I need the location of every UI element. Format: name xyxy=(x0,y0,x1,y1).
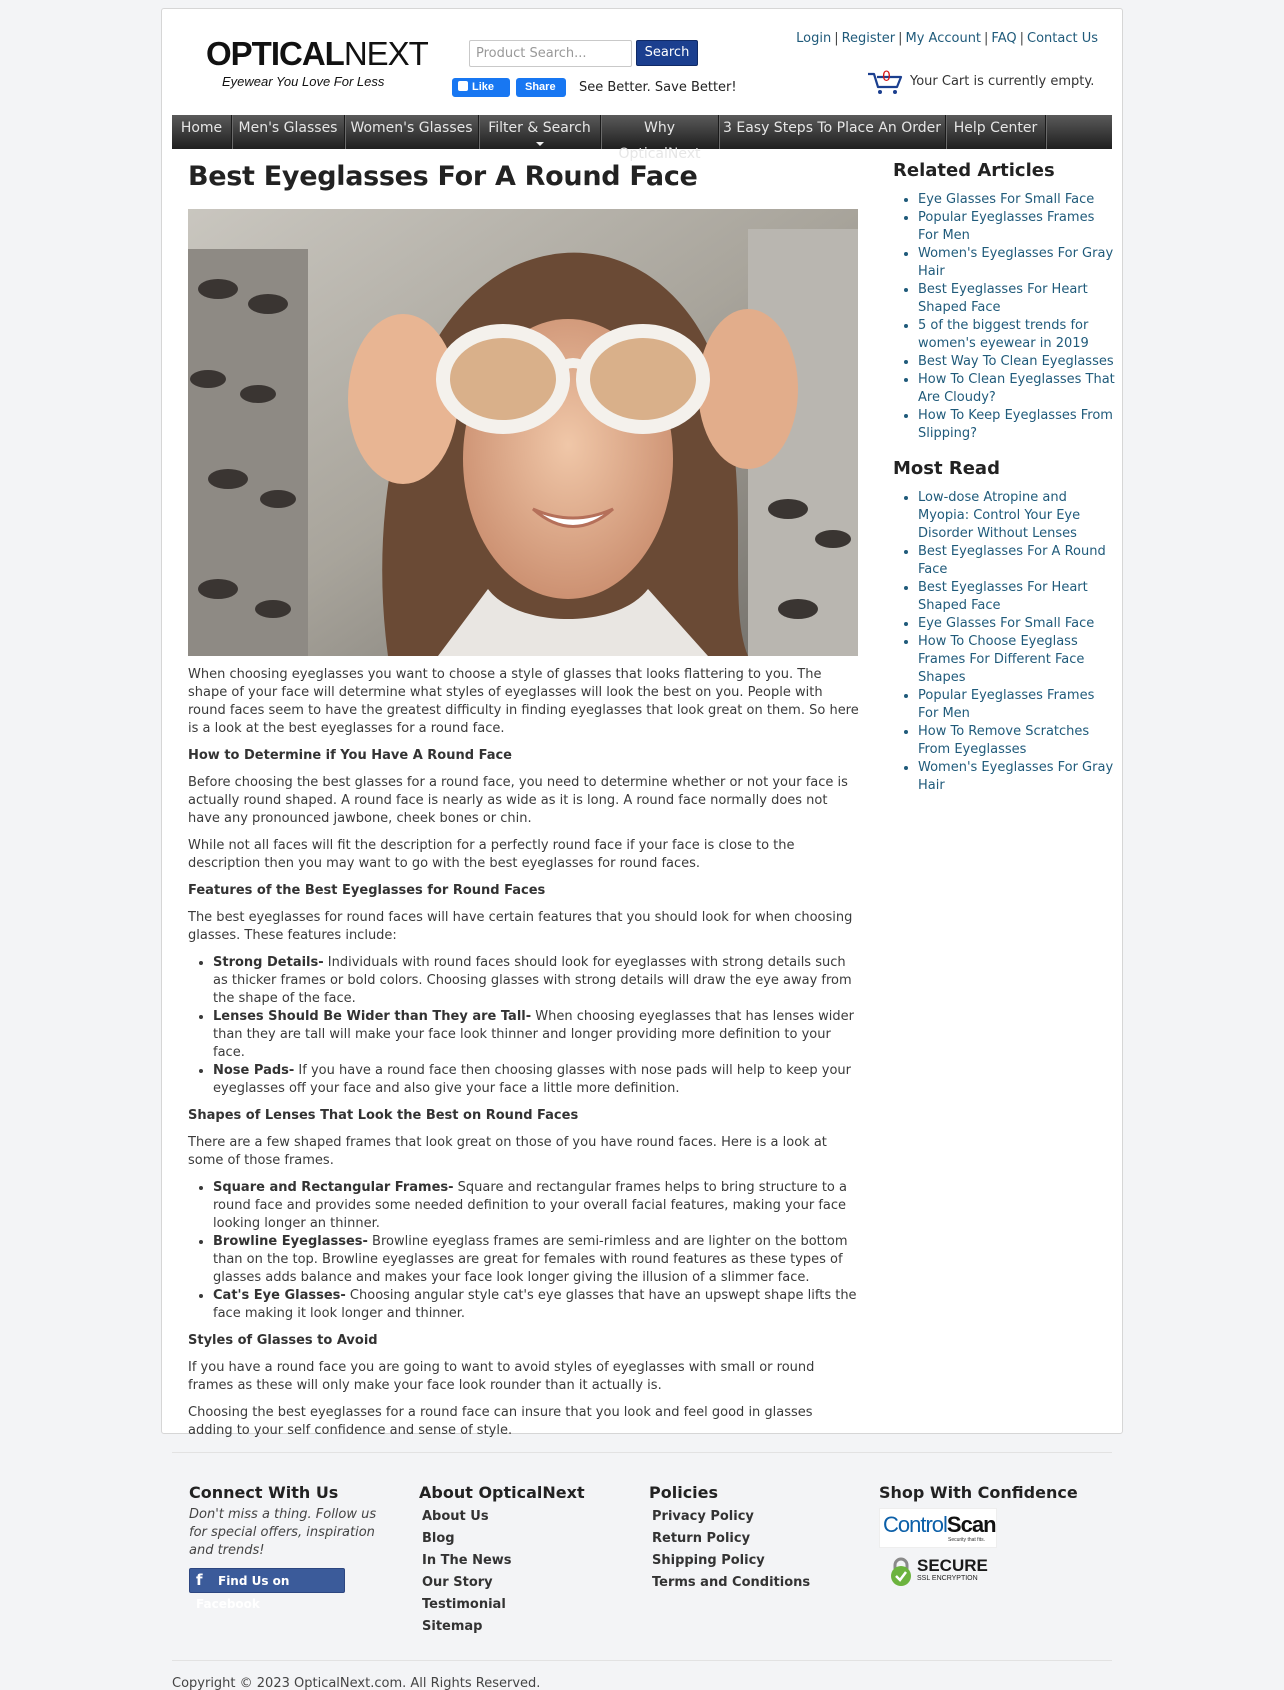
article-intro: When choosing eyeglasses you want to choose a style of glasses that looks flattering to you. The shape of your face will determine what styles of eyeglasses will look the best on you. People with round faces seem to have the greatest difficulty in finding eyeglasses that look great on them. So here is a look at the best eyeglasses for a round face. xyxy=(188,667,859,736)
heading-avoid: Styles of Glasses to Avoid xyxy=(188,1333,378,1348)
thumbs-up-icon xyxy=(458,81,468,91)
article-body xyxy=(188,666,860,1449)
article xyxy=(188,159,859,1438)
most-read-link[interactable]: How To Choose Eyeglass Frames For Different Face Shapes xyxy=(918,634,1085,685)
related-article-link[interactable]: Women's Eyeglasses For Gray Hair xyxy=(918,246,1114,279)
list-item xyxy=(918,723,1118,759)
facebook-like-button[interactable]: Like xyxy=(452,78,510,97)
related-article-link[interactable]: Best Way To Clean Eyeglasses xyxy=(918,354,1114,369)
footer-link-about-us[interactable]: About Us xyxy=(422,1509,489,1524)
related-article-link[interactable]: Eye Glasses For Small Face xyxy=(918,192,1095,207)
footer-divider xyxy=(172,1660,1112,1661)
list-item xyxy=(918,281,1118,317)
nav-help-center[interactable]: Help Center xyxy=(946,115,1046,149)
cart-count[interactable]: 0 xyxy=(882,69,891,85)
paragraph: If you have a round face you are going to want to avoid styles of eyeglasses with small or round frames as these will only make your face look rounder than it actually is. xyxy=(188,1360,815,1393)
related-article-link[interactable]: Best Eyeglasses For Heart Shaped Face xyxy=(918,282,1088,315)
list-item: • Nose Pads- If you have a round face then choosing glasses with nose pads will help to keep your eyeglasses off your face and also give your face a little more definition. xyxy=(213,1062,860,1098)
search-button[interactable]: Search xyxy=(636,40,698,66)
nav-home[interactable]: Home xyxy=(172,115,232,149)
article-hero-image xyxy=(188,209,858,656)
nav-mens-glasses[interactable]: Men's Glasses xyxy=(232,115,345,149)
page-container xyxy=(161,8,1123,1438)
nav-filter-search[interactable]: Filter & Search xyxy=(479,115,601,149)
list-item xyxy=(918,245,1118,281)
footer-heading: Shop With Confidence xyxy=(879,1483,1078,1502)
login-link[interactable]: Login xyxy=(796,31,832,46)
list-item xyxy=(918,633,1118,687)
paragraph: There are a few shaped frames that look great on those of you have round faces. Here is a look at some of those frames. xyxy=(188,1135,827,1168)
facebook-icon: f xyxy=(196,1571,203,1589)
account-links: Login | Register | My Account | FAQ | Contact Us xyxy=(796,31,1098,46)
list-item xyxy=(918,579,1118,615)
list-item xyxy=(918,615,1118,633)
list-item xyxy=(918,407,1118,443)
footer-policies xyxy=(649,1482,810,1594)
my-account-link[interactable]: My Account xyxy=(905,31,982,46)
footer-link-testimonial[interactable]: Testimonial xyxy=(422,1597,506,1612)
list-item xyxy=(918,543,1118,579)
dropdown-caret-icon xyxy=(536,142,544,146)
most-read-link[interactable]: Eye Glasses For Small Face xyxy=(918,616,1095,631)
footer-link-sitemap[interactable]: Sitemap xyxy=(422,1619,483,1634)
most-read-link[interactable]: Best Eyeglasses For A Round Face xyxy=(918,544,1106,577)
footer-divider xyxy=(172,1452,1112,1453)
nav-easy-steps[interactable]: 3 Easy Steps To Place An Order xyxy=(719,115,946,149)
nav-womens-glasses[interactable]: Women's Glasses xyxy=(345,115,479,149)
list-item xyxy=(918,687,1118,723)
shapes-list xyxy=(213,1179,860,1323)
paragraph: Before choosing the best glasses for a round face, you need to determine whether or not your face is actually round shaped. A round face is nearly as wide as it is long. A round face normally does not have any pronounced jawbone, cheek bones or chin. xyxy=(188,775,848,826)
controlscan-badge[interactable]: ControlScan Security that fits. xyxy=(879,1508,997,1548)
list-item: • Strong Details- Individuals with round faces should look for eyeglasses with strong details such as thicker frames or bold colors. Choosing glasses with strong details will draw the eye away from the shape of the face. xyxy=(213,954,860,1008)
features-list xyxy=(213,954,860,1098)
contact-us-link[interactable]: Contact Us xyxy=(1027,31,1098,46)
footer-heading: About OpticalNext xyxy=(419,1483,585,1502)
footer-link-in-the-news[interactable]: In The News xyxy=(422,1553,512,1568)
list-item xyxy=(918,191,1118,209)
footer-heading: Connect With Us xyxy=(189,1483,339,1502)
related-article-link[interactable]: How To Clean Eyeglasses That Are Cloudy? xyxy=(918,372,1115,405)
facebook-share-button[interactable]: Share xyxy=(516,78,566,97)
list-item xyxy=(918,353,1118,371)
heading-determine: How to Determine if You Have A Round Face xyxy=(188,748,512,763)
heading-shapes: Shapes of Lenses That Look the Best on Round Faces xyxy=(188,1108,579,1123)
list-item: • Lenses Should Be Wider than They are Tall- When choosing eyeglasses that has lenses wider than they are tall will make your face look thinner and longer providing more definition to your face. xyxy=(213,1008,860,1062)
most-read-title: Most Read xyxy=(893,458,1000,479)
footer-shop-confidence xyxy=(879,1482,1078,1588)
sidebar xyxy=(893,159,1118,809)
footer-link-return-policy[interactable]: Return Policy xyxy=(652,1531,751,1546)
site-logo[interactable] xyxy=(206,35,428,89)
faq-link[interactable]: FAQ xyxy=(991,31,1017,46)
cart-status-text: Your Cart is currently empty. xyxy=(910,74,1095,89)
copyright-text: Copyright © 2023 OpticalNext.com. All Rights Reserved. xyxy=(172,1676,541,1690)
list-item: • Square and Rectangular Frames- Square and rectangular frames helps to bring structure to a round face and provides some needed definition to your overall facial features, making your face looking longer an thinner. xyxy=(213,1179,860,1233)
related-articles-title: Related Articles xyxy=(893,160,1055,181)
footer-link-privacy-policy[interactable]: Privacy Policy xyxy=(652,1509,754,1524)
footer-link-blog[interactable]: Blog xyxy=(422,1531,455,1546)
related-article-link[interactable]: How To Keep Eyeglasses From Slipping? xyxy=(918,408,1113,441)
most-read-link[interactable]: Women's Eyeglasses For Gray Hair xyxy=(918,760,1114,793)
find-us-on-facebook-button[interactable]: f Find Us on Facebook xyxy=(189,1568,345,1593)
footer-about xyxy=(419,1482,585,1638)
list-item xyxy=(918,759,1118,795)
logo-tagline: Eyewear You Love For Less xyxy=(222,74,385,89)
logo-wordmark: OPTICALNEXT xyxy=(206,35,428,72)
list-item: • Cat's Eye Glasses- Choosing angular style cat's eye glasses that have an upswept shape lifts the face making it look longer and thinner. xyxy=(213,1287,860,1323)
list-item: • Browline Eyeglasses- Browline eyeglass frames are semi-rimless and are lighter on the bottom than on the top. Browline eyeglasses are great for females with round features as these types of glasses adds balance and makes your face look longer giving the illusion of a slimmer face. xyxy=(213,1233,860,1287)
product-search-input[interactable]: Product Search... xyxy=(469,40,632,67)
list-item xyxy=(918,371,1118,407)
most-read-link[interactable]: How To Remove Scratches From Eyeglasses xyxy=(918,724,1090,757)
most-read-link[interactable]: Popular Eyeglasses Frames For Men xyxy=(918,688,1095,721)
nav-why-opticalnext[interactable]: Why OpticalNext xyxy=(601,115,719,149)
connect-text: Don't miss a thing. Follow us for special offers, inspiration and trends! xyxy=(189,1507,377,1558)
main-nav xyxy=(172,115,1112,162)
paragraph: The best eyeglasses for round faces will have certain features that you should look for when choosing glasses. These features include: xyxy=(188,910,853,943)
most-read-list xyxy=(918,489,1118,795)
paragraph: Choosing the best eyeglasses for a round face can insure that you look and feel good in glasses adding to your self confidence and sense of style. xyxy=(188,1405,813,1438)
header-tagline: See Better. Save Better! xyxy=(579,80,737,95)
related-articles-list xyxy=(918,191,1118,443)
list-item xyxy=(918,317,1118,353)
footer-link-shipping-policy[interactable]: Shipping Policy xyxy=(652,1553,765,1568)
paragraph: While not all faces will fit the description for a perfectly round face if your face is close to the description then you may want to go with the best eyeglasses for round faces. xyxy=(188,838,795,871)
list-item xyxy=(918,209,1118,245)
footer-heading: Policies xyxy=(649,1483,719,1502)
most-read-link[interactable]: Low-dose Atropine and Myopia: Control Your Eye Disorder Without Lenses xyxy=(918,490,1081,541)
most-read-link[interactable]: Best Eyeglasses For Heart Shaped Face xyxy=(918,580,1088,613)
footer-link-terms[interactable]: Terms and Conditions xyxy=(652,1575,811,1590)
related-article-link[interactable]: 5 of the biggest trends for women's eyewear in 2019 xyxy=(918,318,1089,351)
lock-icon xyxy=(889,1556,913,1586)
footer-link-our-story[interactable]: Our Story xyxy=(422,1575,493,1590)
list-item xyxy=(918,489,1118,543)
register-link[interactable]: Register xyxy=(841,31,896,46)
related-article-link[interactable]: Popular Eyeglasses Frames For Men xyxy=(918,210,1095,243)
footer-connect xyxy=(189,1482,389,1611)
page-title: Best Eyeglasses For A Round Face xyxy=(188,161,698,192)
ssl-secure-badge: SECURE SSL ENCRYPTION xyxy=(889,1552,989,1588)
heading-features: Features of the Best Eyeglasses for Round Faces xyxy=(188,883,546,898)
